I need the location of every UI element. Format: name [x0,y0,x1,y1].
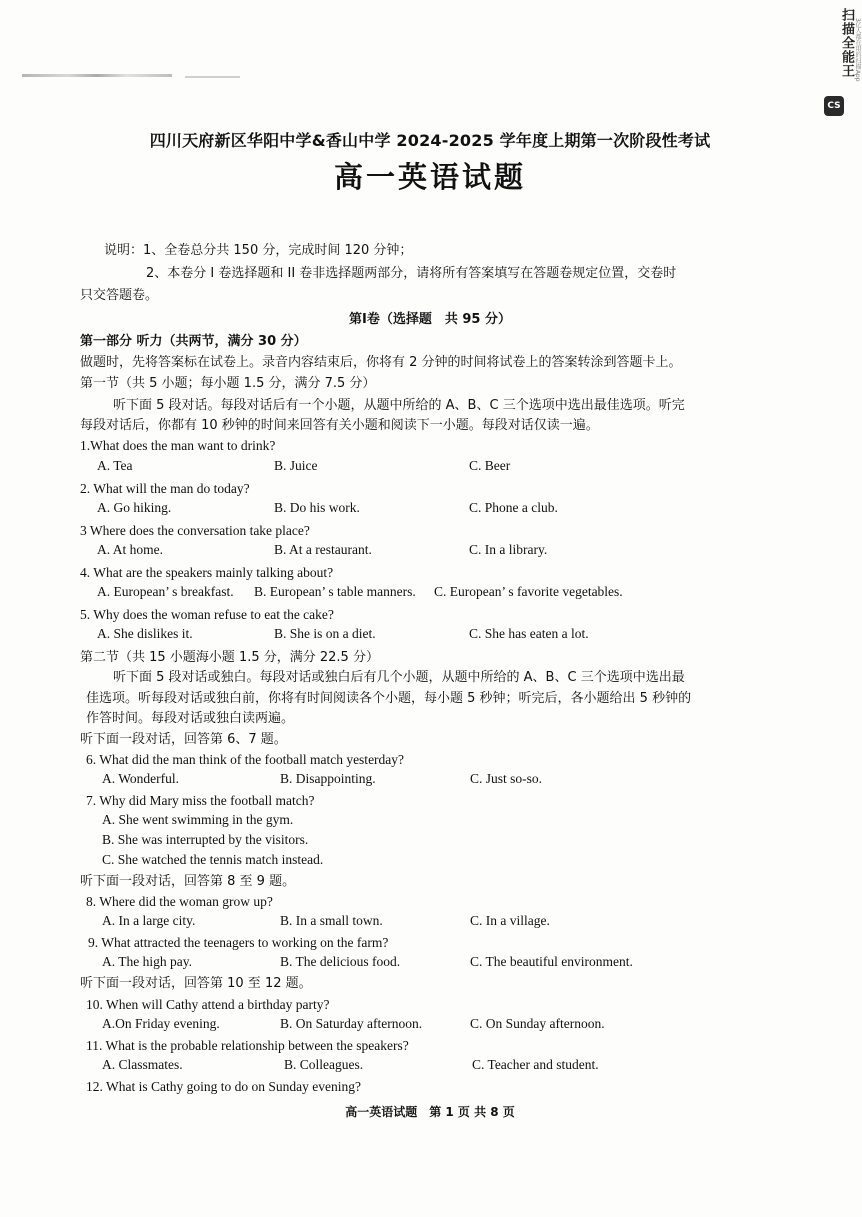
section2-desc-cont: 作答时间。每段对话或独白读两遍。 [86,711,295,726]
section1-title: 第一节（共 5 小题；每小题 1.5 分，满分 7.5 分） [80,376,376,391]
part1-title: 第一部分 听力（共两节，满分 30 分） [80,334,307,349]
option-a: A.On Friday evening. [102,1016,220,1031]
option-c: C. The beautiful environment. [470,954,633,969]
watermark-text: 扫描全能王 [839,8,854,78]
listening-prompt: 听下面一段对话，回答第 6、7 题。 [80,732,287,747]
option-a: A. The high pay. [102,954,192,969]
option-b: B. At a restaurant. [274,542,372,557]
option-b: B. She is on a diet. [274,626,376,641]
page-footer: 高一英语试题 第 1 页 共 8 页 [345,1105,515,1119]
question-5: 5. Why does the woman refuse to eat the cake? [80,607,334,622]
option-b: B. European’ s table manners. [254,584,416,599]
option-c: C. She has eaten a lot. [469,626,589,641]
option-c: C. In a village. [470,913,550,928]
volume-title: 第Ⅰ卷（选择题 共 95 分） [349,312,511,327]
option-a: A. Classmates. [102,1057,183,1072]
question-2: 2. What will the man do today? [80,481,250,496]
instruction-2-cont: 只交答题卷。 [80,288,159,303]
camscanner-logo-icon: CS [824,96,844,116]
section2-desc: 听下面 5 段对话或独白。每段对话或独白后有几个小题，从题中所给的 A、B、C 三个选项中选出最 [113,670,685,685]
question-10: 10. When will Cathy attend a birthday party? [86,997,330,1012]
question-12: 12. What is Cathy going to do on Sunday evening? [86,1079,361,1094]
question-4: 4. What are the speakers mainly talking about? [80,565,334,580]
option-a: A. In a large city. [102,913,196,928]
option-b: B. Juice [274,458,318,473]
watermark-subtext: 3亿人都在用的扫描App [854,18,861,82]
option-c: C. Beer [469,458,511,473]
option-a: A. European’ s breakfast. [97,584,234,599]
option-a: A. Tea [97,458,133,473]
option-a: A. She dislikes it. [97,626,193,641]
part1-note: 做题时，先将答案标在试卷上。录音内容结束后，你将有 2 分钟的时间将试卷上的答案转涂到答题卡上。 [80,355,682,370]
option-a: A. Wonderful. [102,771,180,786]
section1-desc: 听下面 5 段对话。每段对话后有一个小题，从题中所给的 A、B、C 三个选项中选出最佳选项。听完 [113,398,685,413]
option-b: B. The delicious food. [280,954,401,969]
option-b: B. Colleagues. [284,1057,364,1072]
option-b: B. She was interrupted by the visitors. [102,832,309,847]
option-c: C. In a library. [469,542,548,557]
question-3: 3 Where does the conversation take place? [80,523,310,538]
section2-desc-cont: 佳选项。听每段对话或独白前，你将有时间阅读各个小题，每小题 5 秒钟；听完后，各小题给出 5 秒钟的 [86,691,692,706]
option-c: C. Just so-so. [470,771,543,786]
exam-title: 高一英语试题 [333,160,526,194]
school-exam-line: 四川天府新区华阳中学&香山中学 2024-2025 学年度上期第一次阶段性考试 [149,131,711,150]
question-11: 11. What is the probable relationship between the speakers? [86,1038,409,1053]
option-a: A. At home. [97,542,163,557]
question-8: 8. Where did the woman grow up? [86,894,273,909]
option-c: C. On Sunday afternoon. [470,1016,605,1031]
scan-artifact [22,74,172,77]
option-b: B. Do his work. [274,500,360,515]
instruction-1: 说明：1、全卷总分共 150 分，完成时间 120 分钟； [104,243,413,258]
option-a: A. She went swimming in the gym. [102,812,294,827]
option-b: B. In a small town. [280,913,383,928]
option-a: A. Go hiking. [97,500,172,515]
listening-prompt: 听下面一段对话，回答第 8 至 9 题。 [80,874,296,889]
option-c: C. Teacher and student. [472,1057,599,1072]
question-6: 6. What did the man think of the football match yesterday? [86,752,405,767]
option-b: B. On Saturday afternoon. [280,1016,423,1031]
scan-artifact [185,76,240,78]
section1-desc-cont: 每段对话后，你都有 10 秒钟的时间来回答有关小题和阅读下一小题。每段对话仅读一遍。 [80,418,599,433]
option-c: C. She watched the tennis match instead. [102,852,324,867]
section2-title: 第二节（共 15 小题海小题 1.5 分，满分 22.5 分） [80,650,379,665]
option-b: B. Disappointing. [280,771,376,786]
listening-prompt: 听下面一段对话，回答第 10 至 12 题。 [80,976,312,991]
instruction-2: 2、本卷分 I 卷选择题和 II 卷非选择题两部分，请将所有答案填写在答题卷规定位置，交卷时 [146,266,677,281]
question-9: 9. What attracted the teenagers to working on the farm? [88,935,389,950]
option-c: C. Phone a club. [469,500,558,515]
question-1: 1.What does the man want to drink? [80,438,276,453]
question-7: 7. Why did Mary miss the football match? [86,793,315,808]
option-c: C. European’ s favorite vegetables. [434,584,623,599]
